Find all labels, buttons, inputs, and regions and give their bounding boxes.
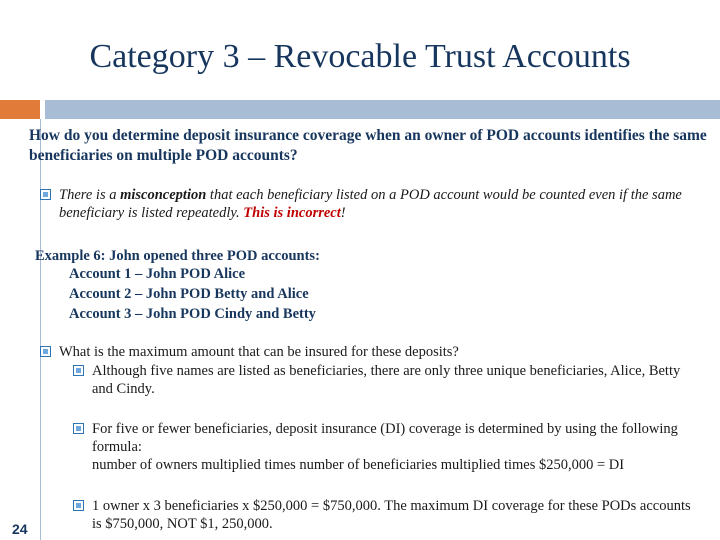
bullet-unique-beneficiaries: Although five names are listed as beneficiaries, there are only three unique beneficiaries, Alice, Betty and Cindy. (73, 362, 703, 398)
square-bullet-icon (40, 346, 51, 357)
left-divider-line (40, 119, 41, 540)
bullet-max-question: What is the maximum amount that can be insured for these deposits? (40, 343, 705, 361)
square-bullet-icon (73, 500, 84, 511)
example-account-3: Account 3 – John POD Cindy and Betty (69, 306, 316, 322)
example-account-2: Account 2 – John POD Betty and Alice (69, 286, 309, 302)
example-heading: Example 6: John opened three POD accounts: (35, 248, 320, 264)
square-bullet-icon (73, 423, 84, 434)
square-bullet-icon (73, 365, 84, 376)
slide-title: Category 3 – Revocable Trust Accounts (89, 38, 631, 75)
formula-text: number of owners multiplied times number of beneficiaries multiplied times $250,000 = DI (92, 457, 625, 473)
example-account-1: Account 1 – John POD Alice (69, 266, 246, 282)
main-question: How do you determine deposit insurance coverage when an owner of POD accounts identifies the same beneficiaries on multiple POD accounts? (29, 127, 707, 164)
incorrect-emphasis: This is incorrect (243, 205, 341, 221)
bullet-misconception: There is a misconception that each beneficiary listed on a POD account would be counted even if the same beneficiary is listed repeatedly. This is incorrect! (40, 186, 705, 222)
accent-bar-blue (45, 100, 720, 119)
square-bullet-icon (40, 189, 51, 200)
bullet-formula: For five or fewer beneficiaries, deposit insurance (DI) coverage is determined by using the following formula: number of owners multiplied times number of beneficiaries multiplied times $250,000 = DI (73, 420, 703, 474)
accent-bar-orange (0, 100, 40, 119)
page-number: 24 (12, 521, 28, 537)
bullet-calculation: 1 owner x 3 beneficiaries x $250,000 = $750,000. The maximum DI coverage for these PODs accounts is $750,000, NOT $1, 250,000. (73, 497, 703, 533)
misconception-term: misconception (120, 187, 207, 203)
